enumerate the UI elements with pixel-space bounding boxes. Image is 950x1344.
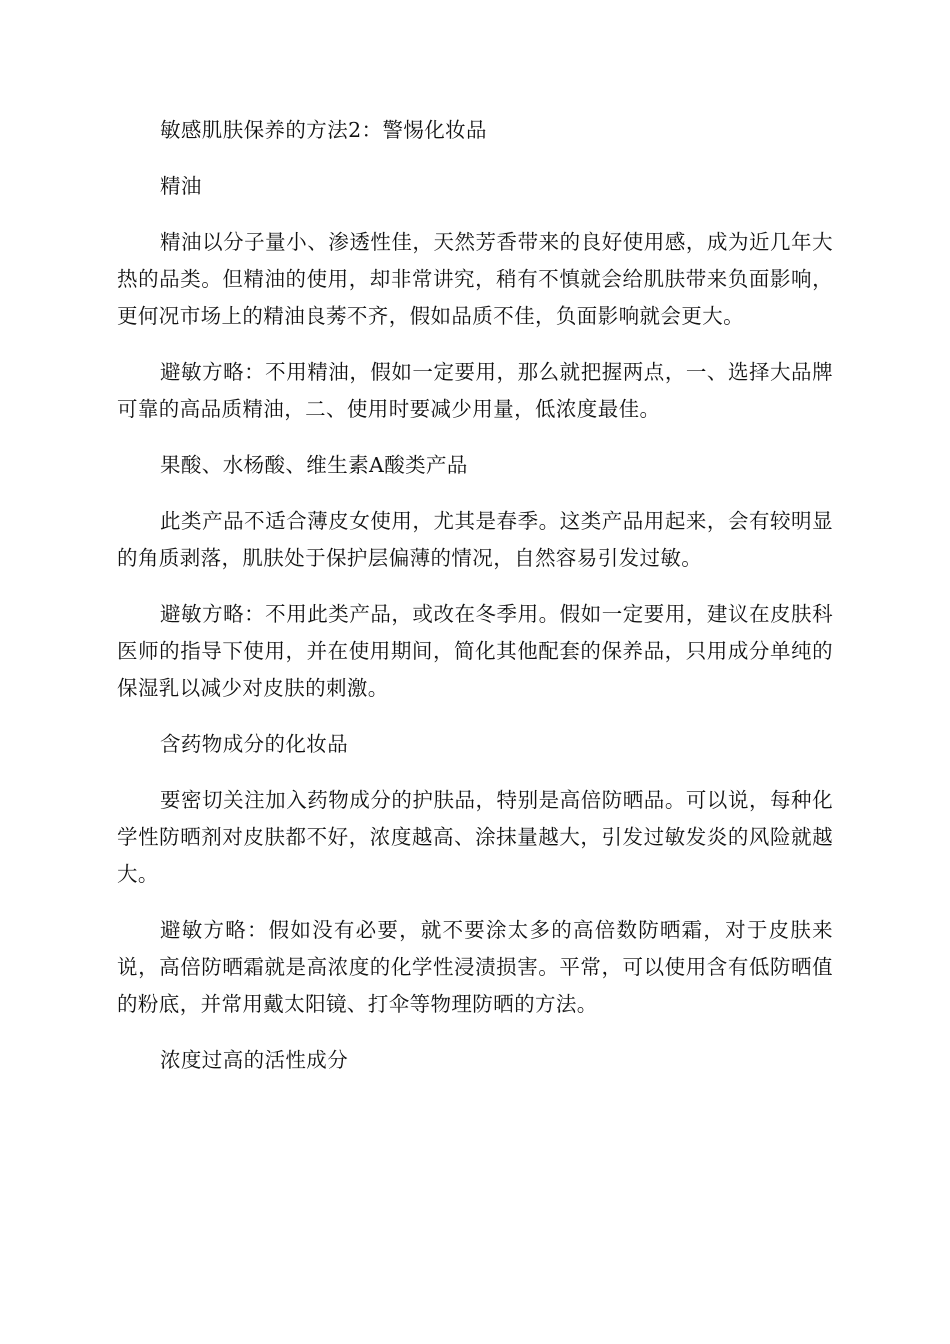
paragraph-medicated-cosmetics-strategy: 避敏方略：假如没有必要，就不要涂太多的高倍数防晒霜，对于皮肤来说，高倍防晒霜就是高浓度的化学性浸渍损害。平常，可以使用含有低防晒值的粉底，并常用戴太阳镜、打伞等物理防晒的方法。 [117,918,833,1016]
paragraph-essential-oil-intro: 精油以分子量小、渗透性佳，天然芳香带来的良好使用感，成为近几年大热的品类。但精油的使用，却非常讲究，稍有不慎就会给肌肤带来负面影响，更何况市场上的精油良莠不齐，假如品质不佳，负面影响就会更大。 [117,230,833,328]
section-heading-method-2: 敏感肌肤保养的方法2：警惕化妆品 [160,118,487,142]
paragraph-acid-products-strategy: 避敏方略：不用此类产品，或改在冬季用。假如一定要用，建议在皮肤科医师的指导下使用，并在使用期间，简化其他配套的保养品，只用成分单纯的保湿乳以减少对皮肤的刺激。 [117,602,833,700]
paragraph-medicated-cosmetics-intro: 要密切关注加入药物成分的护肤品，特别是高倍防晒品。可以说，每种化学性防晒剂对皮肤都不好，浓度越高、涂抹量越大，引发过敏发炎的风险就越大。 [117,788,833,886]
subheading-medicated-cosmetics: 含药物成分的化妆品 [160,732,349,756]
subheading-acid-products: 果酸、水杨酸、维生素A酸类产品 [160,453,468,477]
paragraph-acid-products-intro: 此类产品不适合薄皮女使用，尤其是春季。这类产品用起来，会有较明显的角质剥落，肌肤处于保护层偏薄的情况，自然容易引发过敏。 [117,509,833,570]
subheading-high-concentration-actives: 浓度过高的活性成分 [160,1048,349,1072]
subheading-essential-oil: 精油 [160,174,202,198]
paragraph-essential-oil-strategy: 避敏方略：不用精油，假如一定要用，那么就把握两点，一、选择大品牌可靠的高品质精油，二、使用时要减少用量，低浓度最佳。 [117,360,833,421]
document-body [117,112,833,1098]
